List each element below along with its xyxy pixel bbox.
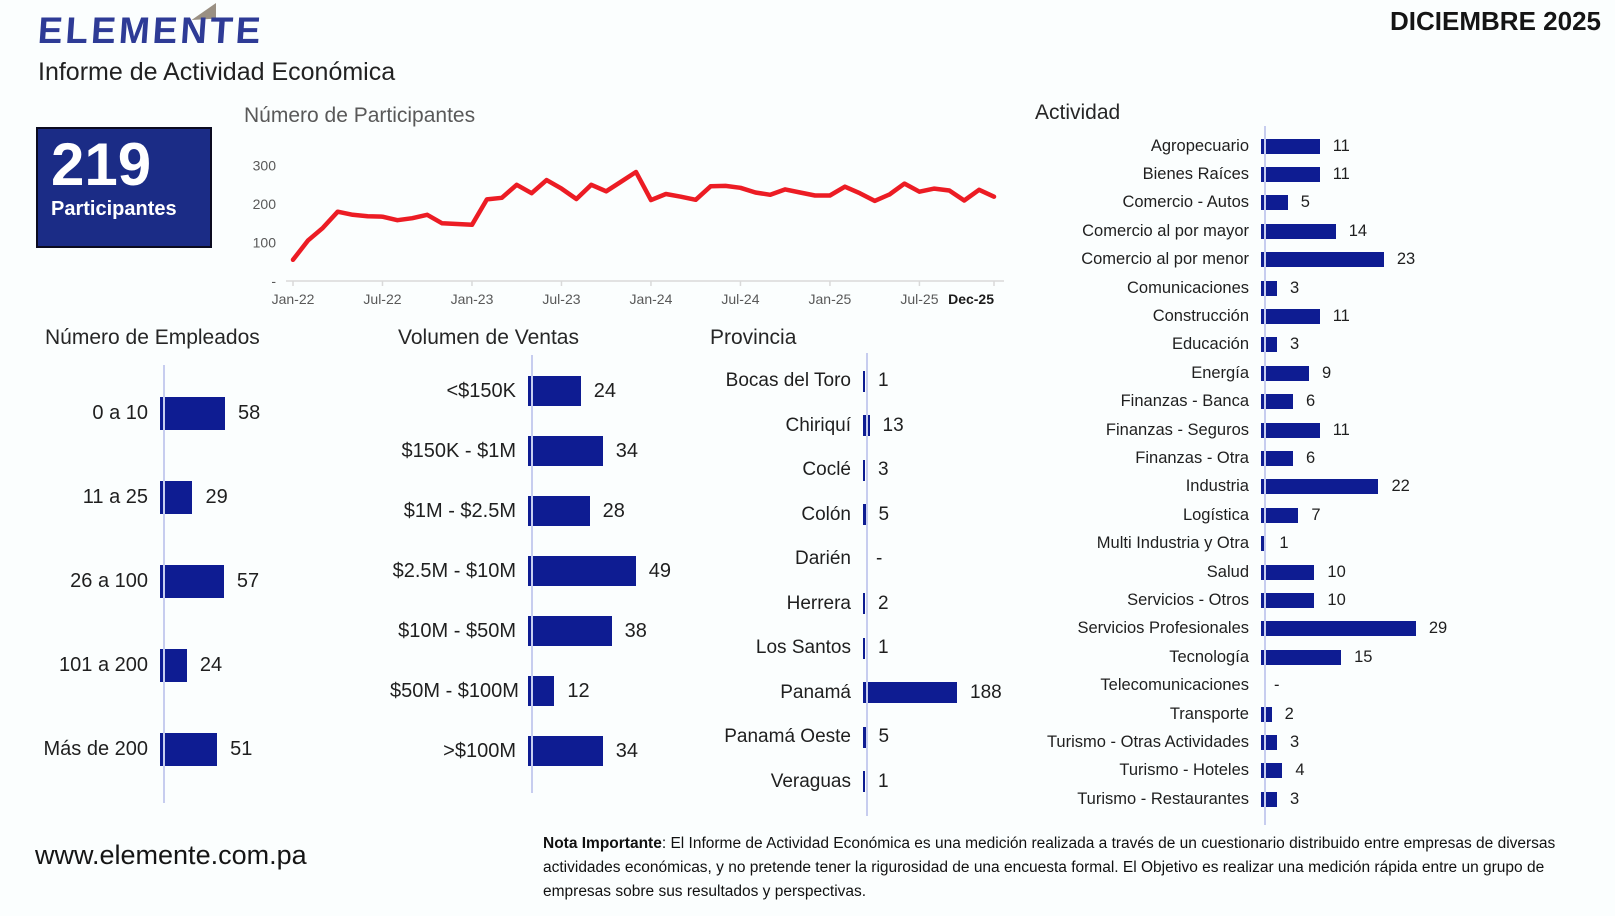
- bar: [1261, 423, 1320, 438]
- value-label: 11: [1332, 165, 1350, 184]
- report-date: DICIEMBRE 2025: [1390, 6, 1601, 36]
- value-label: 9: [1322, 363, 1332, 382]
- bar-row: [705, 359, 1035, 404]
- category-label: Servicios - Otros: [1127, 590, 1249, 609]
- category-label: Tecnología: [1169, 647, 1249, 666]
- value-label: 6: [1306, 392, 1316, 411]
- bar-row: [390, 361, 720, 421]
- value-label: 11: [1332, 136, 1350, 155]
- bar-row: [1035, 501, 1613, 529]
- bar: [160, 649, 187, 682]
- value-label: 13: [882, 414, 904, 436]
- bar: [1261, 394, 1293, 409]
- value-label: 6: [1306, 448, 1316, 467]
- value-label: 24: [199, 653, 223, 676]
- ventas-chart-title: Volumen de Ventas: [398, 326, 579, 349]
- category-label: Panamá: [780, 681, 851, 703]
- participants-kpi-card: [36, 127, 212, 248]
- category-label: Los Santos: [755, 637, 851, 659]
- bar-row: [705, 537, 1035, 582]
- bar-row: [1035, 274, 1613, 302]
- logo-text: ELEMENTE: [36, 10, 265, 51]
- bar-row: [1035, 558, 1613, 586]
- bar-row: [705, 671, 1035, 716]
- bar-row: [1035, 217, 1613, 245]
- value-label: 10: [1327, 590, 1346, 609]
- value-label: 3: [1290, 732, 1300, 751]
- category-label: $1M - $2.5M: [403, 499, 516, 522]
- bar-row: [35, 539, 380, 623]
- x-axis-tick-label: Jan-25: [808, 291, 852, 307]
- provincia-chart-title: Provincia: [710, 326, 797, 349]
- category-label: Panamá Oeste: [724, 726, 851, 748]
- bar-row: [1035, 388, 1613, 416]
- bar: [863, 415, 870, 436]
- bar: [1261, 479, 1378, 494]
- bar-row: [1035, 160, 1613, 188]
- bar: [528, 736, 603, 766]
- value-label: 1: [1279, 534, 1289, 553]
- category-label: Transporte: [1169, 704, 1249, 723]
- category-label: Servicios Profesionales: [1077, 619, 1249, 638]
- line-chart-plot: [236, 129, 1020, 317]
- provincia-bar-chart: [705, 325, 1035, 825]
- category-label: Comercio - Autos: [1122, 193, 1249, 212]
- note-title: Nota Importante: [543, 835, 662, 852]
- value-label: 28: [602, 499, 625, 522]
- kpi-value: 219: [51, 131, 152, 198]
- bar-row: [1035, 671, 1613, 699]
- bar-row: [390, 721, 720, 781]
- value-label: 2: [878, 592, 889, 614]
- bar: [528, 556, 636, 586]
- bar: [863, 460, 865, 481]
- bar-row: [1035, 246, 1613, 274]
- value-label: 5: [1300, 193, 1310, 212]
- x-axis-tick-label: Jan-23: [450, 291, 494, 307]
- bar-row: [1035, 416, 1613, 444]
- bar-row: [1035, 615, 1613, 643]
- bar: [528, 376, 581, 406]
- value-label: 15: [1354, 647, 1373, 666]
- category-label: Multi Industria y Otra: [1096, 534, 1249, 553]
- line-chart-title: Número de Participantes: [244, 104, 476, 127]
- category-label: Turismo - Otras Actividades: [1046, 732, 1249, 751]
- value-label: 57: [236, 569, 260, 592]
- bar-row: [390, 481, 720, 541]
- website-url: www.elemente.com.pa: [35, 840, 307, 870]
- value-label: 7: [1311, 505, 1321, 524]
- bar: [863, 771, 865, 792]
- bar-row: [705, 448, 1035, 493]
- category-label: 11 a 25: [82, 485, 148, 508]
- bar-row: [35, 623, 380, 707]
- bar-row: [1035, 359, 1613, 387]
- category-label: Comunicaciones: [1127, 278, 1249, 297]
- category-label: $10M - $50M: [398, 619, 516, 642]
- bar-row: [1035, 586, 1613, 614]
- category-label: Chiriquí: [785, 414, 851, 436]
- participants-line: [293, 172, 994, 260]
- category-label: Comercio al por menor: [1081, 250, 1249, 269]
- bar: [528, 676, 554, 706]
- value-label: 5: [878, 726, 890, 748]
- value-label: -: [1274, 676, 1280, 695]
- bar: [528, 616, 612, 646]
- bar: [528, 496, 590, 526]
- value-label: 24: [593, 379, 617, 402]
- bar-row: [390, 661, 720, 721]
- bar: [1261, 508, 1298, 523]
- bar: [1261, 792, 1277, 807]
- bar: [863, 682, 957, 703]
- x-axis-tick-label: Jan-24: [629, 291, 673, 307]
- category-label: $150K - $1M: [401, 439, 516, 462]
- actividad-chart-title: Actividad: [1035, 101, 1121, 124]
- value-label: 23: [1396, 250, 1416, 269]
- bar-row: [705, 582, 1035, 627]
- bar: [1261, 139, 1320, 154]
- bar: [1261, 451, 1293, 466]
- value-label: 29: [1428, 619, 1448, 638]
- bar-row: [390, 601, 720, 661]
- bar: [863, 727, 866, 748]
- bar: [1261, 366, 1309, 381]
- bar: [863, 638, 865, 659]
- x-axis-tick-label: Jul-25: [900, 291, 939, 307]
- category-label: Comercio al por mayor: [1082, 221, 1249, 240]
- category-label: Construcción: [1152, 307, 1249, 326]
- category-label: Bocas del Toro: [725, 370, 851, 392]
- bar: [160, 397, 225, 430]
- bar: [1261, 735, 1277, 750]
- bar-row: [390, 421, 720, 481]
- participants-line-chart: [236, 103, 1020, 318]
- value-label: 2: [1284, 704, 1294, 723]
- note-body: : El Informe de Actividad Económica es una medición realizada a través de un cuestionario distribuido entre empresas de diversas actividades económicas, y no pretende tener la rigurosidad de una encuesta formal. El Objetivo es realizar una medición rápida entre un grupo de empresas sobre sus resultados y perspectivas.: [543, 835, 1556, 901]
- category-label: 0 a 10: [92, 401, 148, 424]
- bar-row: [705, 715, 1035, 760]
- category-label: $50M - $100M: [390, 679, 519, 702]
- bar: [160, 733, 217, 766]
- y-axis-tick-label: 100: [252, 234, 276, 251]
- bar-row: [705, 760, 1035, 805]
- y-axis-tick-label: -: [271, 273, 276, 289]
- bar-row: [705, 493, 1035, 538]
- value-label: 4: [1295, 761, 1305, 780]
- value-label: 34: [615, 739, 639, 762]
- value-label: 1: [878, 637, 889, 659]
- value-label: 58: [237, 401, 261, 424]
- bar: [1261, 167, 1320, 182]
- category-label: 101 a 200: [59, 653, 148, 676]
- category-label: Finanzas - Otra: [1135, 448, 1249, 467]
- bar-row: [1035, 728, 1613, 756]
- bar-row: [1035, 785, 1613, 813]
- value-label: 5: [878, 503, 890, 525]
- bar-row: [1035, 757, 1613, 785]
- category-label: Veraguas: [770, 770, 851, 792]
- bar-row: [1035, 132, 1613, 160]
- value-label: 1: [878, 770, 889, 792]
- value-label: 14: [1348, 221, 1368, 240]
- value-label: 29: [205, 485, 228, 508]
- bar: [1261, 252, 1384, 267]
- kpi-label: Participantes: [51, 198, 177, 220]
- bar: [1261, 621, 1416, 636]
- category-label: Finanzas - Seguros: [1105, 420, 1249, 439]
- value-label: 51: [230, 737, 253, 760]
- bar: [1261, 565, 1314, 580]
- category-label: Salud: [1206, 562, 1249, 581]
- bar: [160, 565, 224, 598]
- x-axis-tick-label: Dec-25: [948, 291, 994, 307]
- empleados-chart-title: Número de Empleados: [45, 326, 260, 349]
- category-label: 26 a 100: [70, 569, 148, 592]
- category-label: Logística: [1182, 505, 1249, 524]
- bar-row: [1035, 529, 1613, 557]
- category-label: Turismo - Restaurantes: [1077, 789, 1249, 808]
- x-axis-tick-label: Jul-23: [542, 291, 581, 307]
- page-title: Informe de Actividad Económica: [38, 58, 396, 86]
- category-label: Telecomunicaciones: [1100, 676, 1249, 695]
- bar: [1261, 281, 1277, 296]
- bar-row: [705, 404, 1035, 449]
- category-label: Darién: [795, 548, 851, 570]
- category-label: $2.5M - $10M: [392, 559, 516, 582]
- actividad-rows: [1035, 132, 1613, 813]
- value-label: -: [876, 548, 883, 570]
- provincia-rows: [705, 359, 1035, 804]
- value-label: 1: [878, 370, 889, 392]
- bar-row: [35, 707, 380, 791]
- bar-row: [1035, 189, 1613, 217]
- x-axis-tick-label: Jul-24: [721, 291, 760, 307]
- bar-row: [1035, 643, 1613, 671]
- value-label: 3: [878, 459, 889, 481]
- category-label: Turismo - Hoteles: [1119, 761, 1249, 780]
- category-label: Educación: [1171, 335, 1249, 354]
- bar-row: [35, 455, 380, 539]
- elemente-logo: [38, 12, 263, 49]
- bar-row: [35, 371, 380, 455]
- category-label: Más de 200: [43, 737, 148, 760]
- value-label: 3: [1290, 278, 1300, 297]
- bar: [1261, 593, 1314, 608]
- y-axis-tick-label: 200: [252, 196, 276, 212]
- ventas-bar-chart: [390, 325, 720, 815]
- value-label: 3: [1290, 335, 1300, 354]
- bar: [160, 481, 192, 514]
- bar: [1261, 337, 1277, 352]
- value-label: 3: [1290, 789, 1300, 808]
- empleados-bar-chart: [35, 325, 380, 815]
- category-label: >$100M: [443, 739, 516, 762]
- bar: [1261, 224, 1336, 239]
- bar-row: [1035, 444, 1613, 472]
- bar: [1261, 536, 1266, 551]
- actividad-bar-chart: [1035, 100, 1613, 815]
- bar: [528, 436, 603, 466]
- category-label: Agropecuario: [1150, 136, 1249, 155]
- value-label: 10: [1327, 562, 1346, 581]
- y-axis-tick-label: 300: [252, 157, 276, 174]
- value-label: 22: [1391, 477, 1410, 496]
- bar: [1261, 763, 1282, 778]
- x-axis-tick-label: Jul-22: [363, 291, 402, 307]
- bar: [1261, 650, 1341, 665]
- category-label: Bienes Raíces: [1142, 165, 1249, 184]
- value-label: 188: [970, 681, 1002, 703]
- ventas-rows: [390, 361, 720, 781]
- value-label: 38: [624, 619, 647, 642]
- category-label: <$150K: [446, 379, 516, 402]
- bar: [1261, 195, 1288, 210]
- category-label: Industria: [1185, 477, 1249, 496]
- bar: [863, 371, 865, 392]
- value-label: 11: [1332, 420, 1350, 439]
- category-label: Herrera: [786, 592, 851, 614]
- empleados-rows: [35, 371, 380, 791]
- bar: [1261, 309, 1320, 324]
- category-label: Coclé: [802, 459, 851, 481]
- important-note: [543, 832, 1609, 904]
- bar: [863, 504, 866, 525]
- bar: [863, 593, 865, 614]
- value-label: 11: [1332, 307, 1350, 326]
- bar-row: [1035, 473, 1613, 501]
- bar-row: [1035, 700, 1613, 728]
- category-label: Finanzas - Banca: [1120, 392, 1249, 411]
- x-axis-tick-label: Jan-22: [271, 291, 315, 307]
- value-label: 12: [567, 679, 590, 702]
- category-label: Energía: [1191, 363, 1249, 382]
- bar: [1261, 707, 1272, 722]
- value-label: 49: [648, 559, 672, 582]
- bar-row: [705, 626, 1035, 671]
- bar-row: [1035, 331, 1613, 359]
- value-label: 34: [615, 439, 639, 462]
- category-label: Colón: [801, 503, 851, 525]
- bar-row: [390, 541, 720, 601]
- bar-row: [1035, 302, 1613, 330]
